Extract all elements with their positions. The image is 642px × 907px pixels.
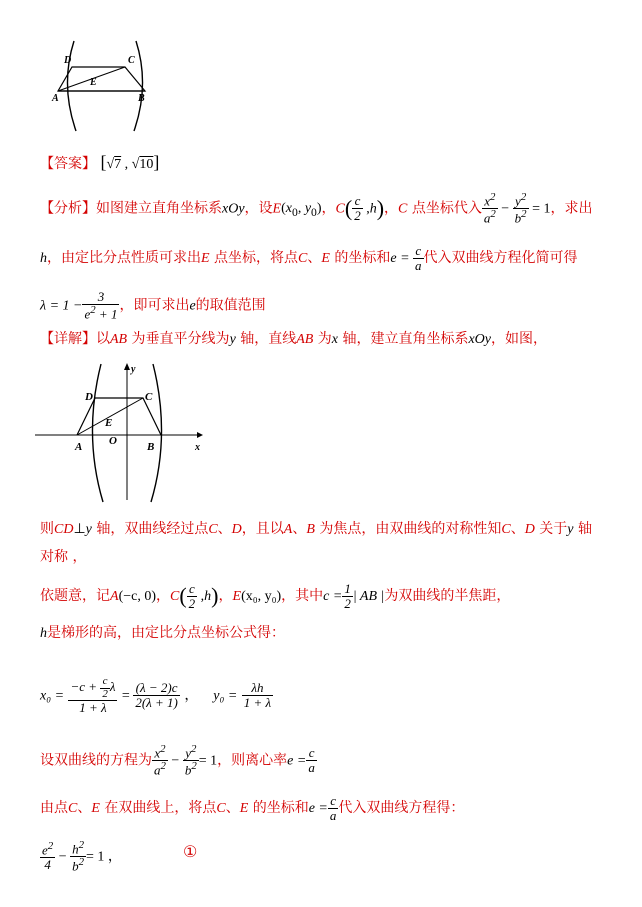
math-y: y	[229, 332, 236, 347]
analysis-text: 点坐标代入	[407, 200, 482, 217]
body-text: 由点	[40, 800, 68, 817]
equation-marker: ①	[183, 842, 198, 861]
trapezoid	[77, 398, 161, 435]
detail-text: 以	[96, 331, 110, 347]
left-branch	[92, 364, 103, 502]
analysis-text: 的取值范围	[195, 297, 266, 314]
analysis-text: ，求出	[550, 200, 593, 217]
body-line-2: 依题意，记A(−c, 0)，C( $\frac{c}{2}$ ,h)，E(x₀, y₀)，其中c = $\frac{1}{2}$ | AB |为双曲线的半焦距，	[40, 581, 511, 611]
sqrt-10: 10	[139, 157, 154, 172]
analysis-line-1: 【分析】如图建立直角坐标系xOy，设$E(x_0$, $y_0$)，C( $\frac{c}{2}$ ,h)，C 点坐标代入 $\frac{x^2}{a^2}$ − $\frac{y^2}{b^2}$ = 1，求出	[40, 191, 593, 226]
math-y0-eq: y₀ =	[213, 688, 238, 704]
body-text: 的坐标和	[248, 800, 309, 817]
answer-tag: 【答案】	[40, 156, 96, 172]
body-text: ，且以	[241, 521, 284, 537]
analysis-text: ，	[321, 200, 336, 217]
detail-text: 轴，建立直角坐标系	[338, 331, 469, 347]
analysis-text: 、	[307, 250, 322, 267]
math-d: D	[231, 522, 242, 537]
math-e-eq: e =	[308, 801, 328, 817]
perp-symbol: ⊥	[73, 522, 86, 537]
math-e-var: e	[189, 298, 196, 314]
math-e: E	[232, 589, 242, 605]
math-eq-one: = 1	[198, 753, 218, 769]
fig1-label-d: D	[64, 55, 72, 66]
trapezoid	[58, 67, 145, 91]
math-a-coord: (−c, 0)	[118, 589, 156, 605]
analysis-text: 的坐标和	[329, 250, 391, 267]
detail-text: 为	[313, 331, 332, 347]
math-h: h	[40, 626, 47, 641]
math-h: h	[40, 251, 47, 267]
body-text: 关于	[534, 521, 568, 537]
math-c: C	[501, 522, 511, 537]
body-text: ，其中	[281, 588, 324, 605]
math-e: E	[201, 251, 210, 267]
math-c: C	[170, 589, 180, 605]
figure-2-coordinate-hyperbola	[35, 360, 205, 505]
detail-line-1	[40, 328, 547, 348]
math-b: B	[306, 522, 315, 537]
fig2-label-b: B	[147, 441, 155, 453]
detail-text: ，如图，	[491, 331, 548, 347]
body-line-4: 设双曲线的方程为 $\frac{x^2}{a^2}$ − $\frac{y^2}{b^2}$ = 1，则离心率e = $\frac{c}{a}$	[40, 743, 315, 778]
math-lambda-eq: λ = 1 −	[40, 298, 83, 314]
body-text: 、	[217, 521, 232, 537]
body-line-1b	[40, 546, 86, 566]
body-text: 是梯形的高，由定比分点坐标公式得：	[47, 625, 285, 641]
fig2-label-y: y	[131, 364, 136, 375]
math-e: E	[91, 801, 100, 817]
math-xoy: xOy	[222, 201, 245, 217]
math-e: E	[239, 801, 249, 817]
answer-separator: ,	[121, 157, 129, 172]
fig1-label-e: E	[90, 77, 97, 88]
fig2-label-x: x	[195, 442, 200, 453]
math-x0-eq: x₀ =	[40, 688, 65, 704]
body-line-5: 由点C、E 在双曲线上，将点C、E 的坐标和e = $\frac{c}{a}$ 代入双曲线方程得：	[40, 793, 465, 823]
fig2-label-o: O	[109, 435, 117, 447]
analysis-tag: 【分析】	[40, 200, 96, 217]
body-text: 对称 ，	[40, 549, 87, 565]
figure-1-hyperbola-trapezoid	[50, 35, 160, 135]
math-x0: x	[285, 201, 292, 217]
math-e-eq: e =	[287, 753, 307, 769]
math-c: C	[298, 251, 308, 267]
math-ab: AB	[296, 332, 314, 347]
math-e: E	[272, 201, 282, 217]
analysis-text: 点坐标，将点	[209, 250, 299, 267]
math-a: A	[283, 522, 293, 537]
analysis-text: ，	[384, 200, 399, 217]
math-c: C	[398, 201, 408, 217]
math-c: C	[68, 801, 78, 817]
math-cd: CD	[54, 522, 74, 537]
body-text: 依题意，记	[40, 588, 110, 605]
body-text: 则	[40, 521, 54, 537]
detail-tag: 【详解】	[40, 331, 96, 347]
math-c: C	[335, 201, 345, 217]
analysis-text: ，由定比分点性质可求出	[47, 250, 201, 267]
math-c: C	[208, 522, 218, 537]
math-eq-one: = 1 ，	[86, 849, 122, 865]
analysis-line-3: λ = 1 − $\frac{3}{e^2 + 1}$ ，即可求出e的取值范围	[40, 289, 266, 321]
body-text: 、	[225, 800, 240, 817]
math-y: y	[85, 522, 92, 537]
fig1-label-b: B	[138, 93, 145, 104]
body-line-1	[40, 518, 592, 538]
body-text: ，则离心率	[217, 752, 288, 769]
math-ab: AB	[110, 332, 128, 347]
math-c: C	[216, 801, 226, 817]
sqrt-7: 7	[114, 157, 122, 172]
analysis-line-2: h，由定比分点性质可求出E 点坐标，将点C、E 的坐标和e = $\frac{c}{a}$ 代入双曲线方程化简可得	[40, 243, 578, 273]
analysis-text: 如图建立直角坐标系	[96, 200, 222, 217]
fig2-label-c: C	[145, 391, 153, 403]
body-text: 为双曲线的半焦距，	[384, 588, 511, 605]
fig2-label-d: D	[85, 391, 93, 403]
equation-x0-y0: x₀ = −c + $\frac{c}{2}$ λ 1 + λ = $\frac{(\lambda - 2)c}{2(\lambda + 1)}$ ， y₀ = $\frac{\lambda h}{1 + \lambda}$	[40, 675, 272, 716]
body-line-3	[40, 622, 285, 642]
fig2-label-e: E	[105, 417, 113, 429]
math-abs-ab: | AB |	[352, 589, 385, 605]
body-text: 为焦点，由双曲线的对称性知	[314, 521, 502, 537]
fig1-label-c: C	[128, 55, 135, 66]
analysis-text: 代入双曲线方程化简可得	[423, 250, 578, 267]
body-text: 设双曲线的方程为	[40, 752, 152, 769]
body-text: ，	[218, 588, 233, 605]
body-text: 、	[510, 521, 525, 537]
math-xoy: xOy	[468, 332, 492, 347]
math-d: D	[524, 522, 535, 537]
body-text: 代入双曲线方程得：	[338, 800, 465, 817]
detail-text: 轴，直线	[235, 331, 297, 347]
body-text: 轴	[573, 521, 592, 537]
math-c-eq: c =	[323, 589, 343, 605]
math-e: E	[321, 251, 330, 267]
math-a: A	[110, 589, 119, 605]
analysis-text: ，设	[244, 200, 273, 217]
body-text: 轴，双曲线经过点	[91, 521, 209, 537]
detail-text: 为垂直平分线为	[127, 331, 230, 347]
fig1-label-a: A	[52, 93, 59, 104]
answer-line: 【答案】 [√7 , √10]	[40, 152, 160, 172]
analysis-text: ，即可求出	[119, 297, 190, 314]
body-text: ，	[156, 588, 170, 605]
fig2-label-a: A	[75, 441, 83, 453]
body-text: 、	[292, 521, 307, 537]
math-y: y	[567, 522, 574, 537]
math-e-coord: (x₀, y₀)	[241, 589, 282, 605]
equation-1: $\frac{e^2}{4}$ − $\frac{h^2}{b^2}$ = 1 ，	[42, 839, 122, 874]
body-text: 、	[77, 800, 92, 817]
body-text: 在双曲线上，将点	[99, 800, 217, 817]
math-x: x	[331, 332, 339, 347]
